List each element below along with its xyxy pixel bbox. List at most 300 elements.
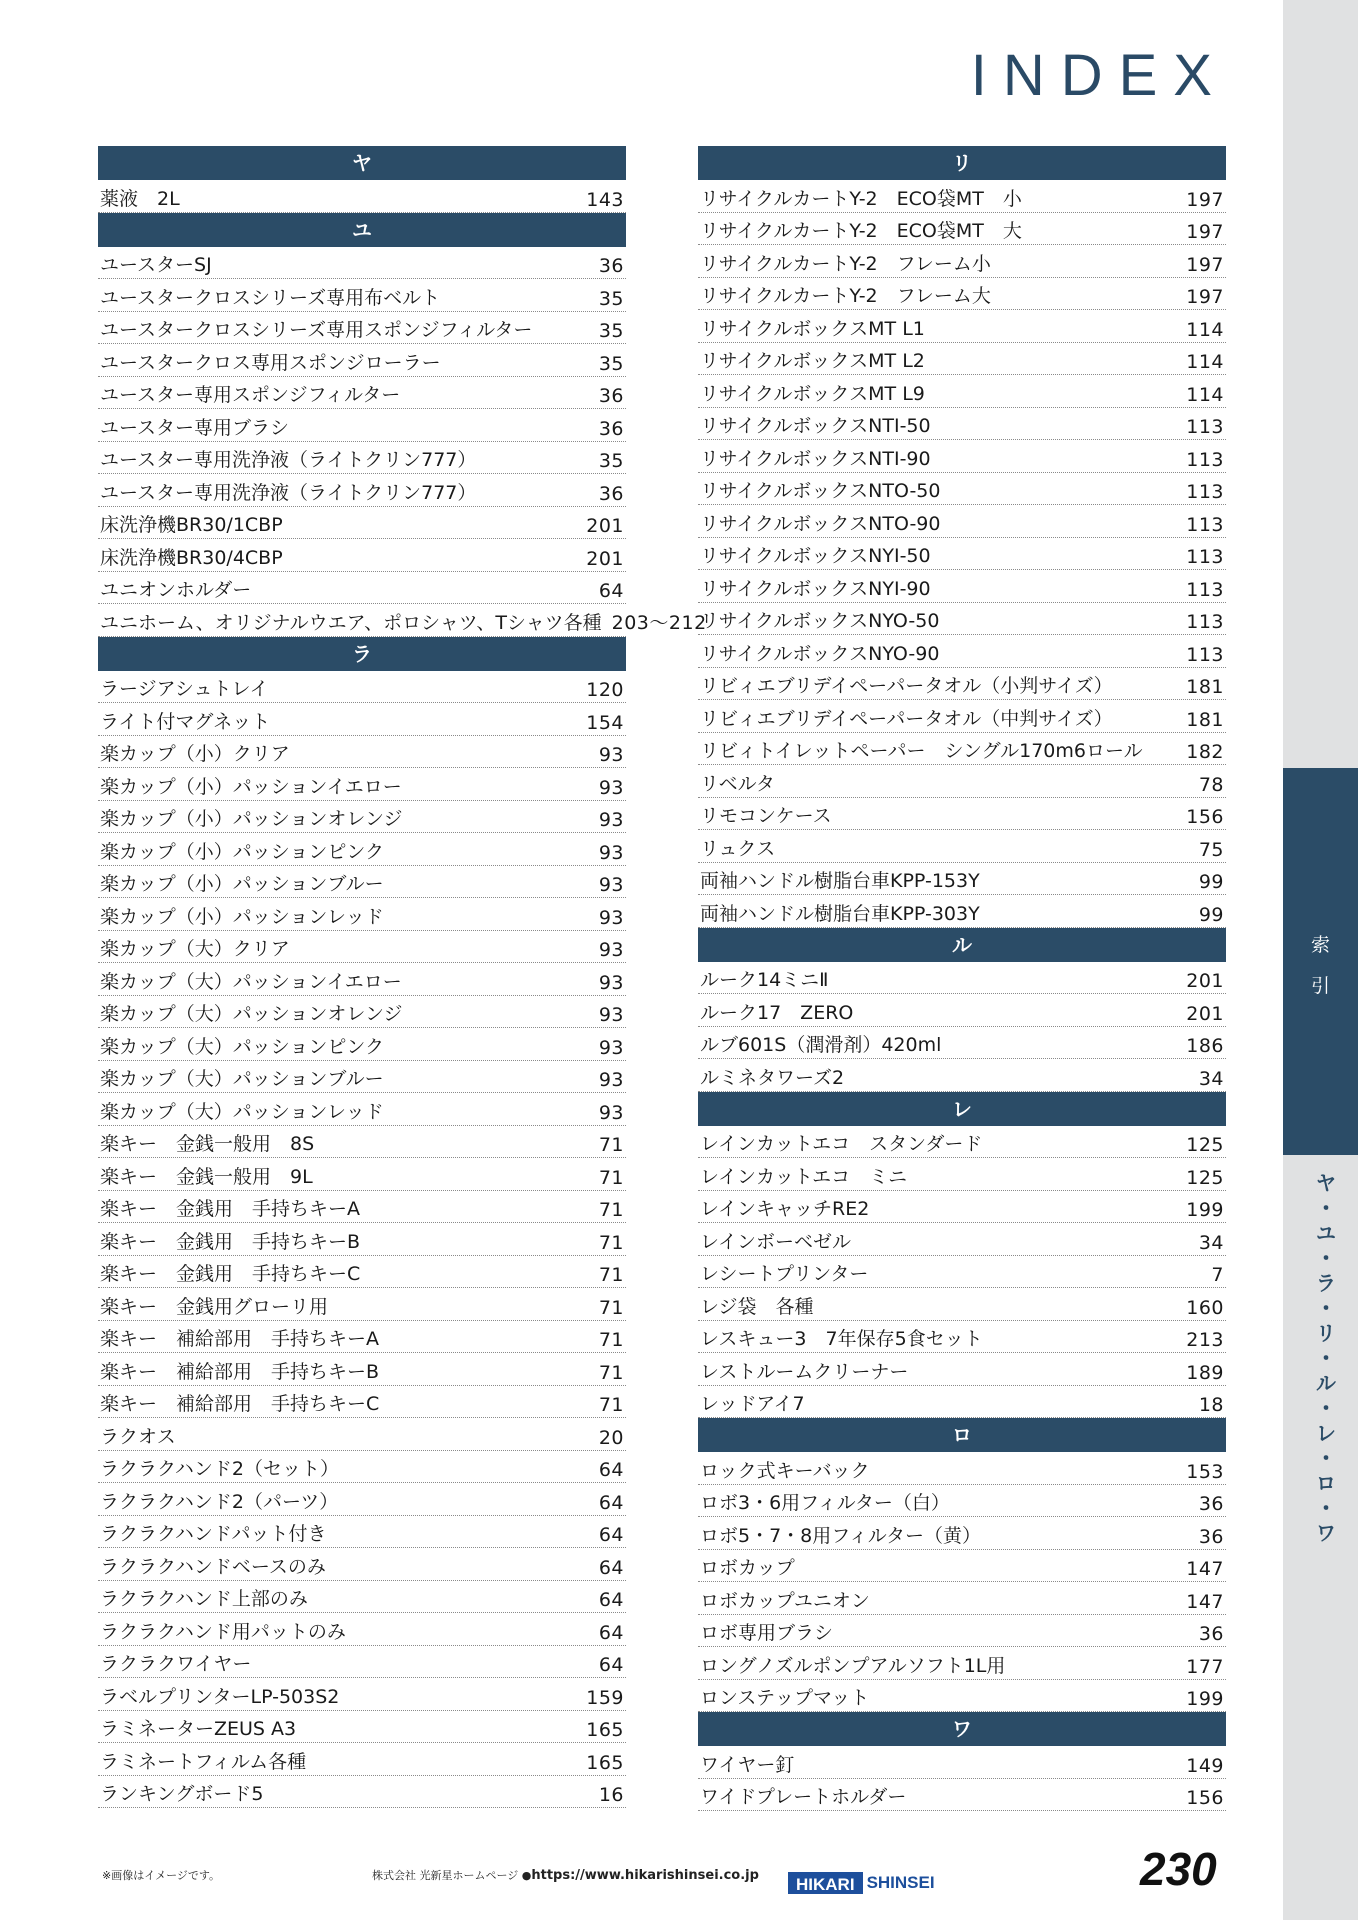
entry-name: 楽カップ（小）パッションレッド — [100, 905, 384, 928]
index-entry[interactable] — [98, 1451, 626, 1484]
index-entry[interactable] — [98, 833, 626, 866]
entry-page: 213 — [1186, 1329, 1224, 1351]
entry-page: 71 — [598, 1394, 624, 1416]
entry-page: 36 — [598, 385, 624, 407]
section-header: ユ — [98, 213, 626, 247]
entry-name: 楽カップ（大）パッションピンク — [100, 1035, 385, 1058]
entry-page: 153 — [1186, 1460, 1224, 1483]
image-disclaimer: ※画像はイメージです。 — [102, 1869, 221, 1882]
entry-page: 36 — [1198, 1493, 1224, 1515]
index-entry[interactable] — [98, 507, 626, 540]
entry-name: レジ袋 各種 — [700, 1295, 814, 1318]
index-entry[interactable] — [98, 866, 626, 899]
index-entry[interactable] — [98, 1516, 626, 1549]
entry-page: 78 — [1198, 773, 1224, 796]
entry-name: 楽キー 金銭用グローリ用 — [100, 1295, 329, 1318]
entry-page: 93 — [598, 841, 624, 864]
entry-page: 35 — [598, 287, 624, 310]
index-entry[interactable] — [98, 604, 707, 637]
index-entry[interactable] — [698, 245, 1226, 278]
entry-name: ワイドプレートホルダー — [700, 1786, 907, 1808]
entry-name: ロングノズルポンプアルソフト1L用 — [700, 1654, 1006, 1677]
entry-name: 楽キー 補給部用 手持ちキーA — [100, 1328, 379, 1350]
entry-name: ラミネーターZEUS A3 — [100, 1718, 297, 1740]
entry-page: 181 — [1186, 708, 1224, 731]
entry-page: 36 — [1198, 1623, 1224, 1645]
index-entry[interactable] — [698, 700, 1226, 733]
entry-page: 7 — [1211, 1264, 1224, 1286]
index-entry[interactable] — [698, 1647, 1226, 1680]
index-entry[interactable] — [698, 473, 1226, 506]
entry-name: リサイクルボックスNTI-50 — [700, 415, 931, 437]
entry-name: ユニホーム、オリジナルウエア、ポロシャツ、Tシャツ各種 — [100, 611, 602, 634]
company-prefix: 株式会社 光新星ホームページ ● — [372, 1869, 532, 1882]
entry-name: ワイヤー釘 — [700, 1753, 795, 1776]
entry-name: 薬液 2L — [100, 187, 180, 210]
index-entry[interactable] — [98, 1548, 626, 1581]
kana-range-label: ヤ・ユ・ラ・リ・ル・レ・ロ・ワ — [1313, 1172, 1337, 1547]
entry-name: ユースタークロスシリーズ専用スポンジフィルター — [100, 319, 533, 341]
website-link[interactable]: https://www.hikarishinsei.co.jp — [531, 1868, 759, 1883]
entry-page: 36 — [598, 255, 624, 277]
entry-name: 楽カップ（大）クリア — [100, 938, 290, 960]
index-entry[interactable] — [698, 1680, 1226, 1713]
index-entry[interactable] — [98, 1191, 626, 1224]
index-entry[interactable] — [698, 310, 1226, 343]
index-entry[interactable] — [698, 635, 1226, 668]
entry-name: 楽カップ（小）パッションオレンジ — [100, 808, 403, 830]
entry-page: 113 — [1186, 611, 1224, 633]
index-entry[interactable] — [698, 1746, 1226, 1779]
entry-page: 34 — [1198, 1067, 1224, 1090]
entry-page: 197 — [1186, 286, 1224, 308]
index-entry[interactable] — [698, 1126, 1226, 1159]
entry-page: 113 — [1186, 448, 1224, 471]
section-header: ラ — [98, 637, 626, 671]
index-entry[interactable] — [98, 1613, 626, 1646]
entry-page: 113 — [1186, 416, 1224, 438]
index-entry[interactable] — [698, 278, 1226, 311]
entry-name: 両袖ハンドル樹脂台車KPP-303Y — [700, 902, 980, 925]
index-entry[interactable] — [698, 343, 1226, 376]
entry-page: 93 — [598, 906, 624, 929]
entry-page: 93 — [598, 1004, 624, 1026]
entry-name: ラクラクハンド上部のみ — [100, 1588, 308, 1610]
entry-name: 楽キー 補給部用 手持ちキーC — [100, 1393, 380, 1415]
entry-name: リサイクルカートY-2 フレーム大 — [700, 285, 991, 307]
entry-name: リサイクルカートY-2 ECO袋MT 大 — [700, 220, 1022, 242]
entry-page: 99 — [1198, 871, 1224, 893]
entry-name: ラクラクハンド2（セット） — [100, 1458, 339, 1480]
index-entry[interactable] — [98, 1776, 626, 1809]
index-entry[interactable] — [98, 1061, 626, 1094]
entry-name: ラクラクハンド用パットのみ — [100, 1620, 346, 1643]
entry-page: 201 — [1186, 1002, 1224, 1025]
index-entry[interactable] — [98, 931, 626, 964]
index-entry[interactable] — [98, 1126, 626, 1159]
entry-page: 93 — [598, 776, 624, 799]
entry-name: レインキャッチRE2 — [700, 1198, 870, 1220]
entry-name: レインカットエコ ミニ — [700, 1165, 908, 1188]
entry-page: 143 — [586, 188, 624, 211]
entry-name: リサイクルカートY-2 ECO袋MT 小 — [700, 187, 1022, 210]
entry-name: リサイクルボックスNYI-50 — [700, 545, 931, 567]
entry-name: リサイクルボックスNYO-90 — [700, 642, 940, 665]
index-entry[interactable] — [98, 474, 626, 507]
entry-page: 160 — [1186, 1296, 1224, 1319]
company-logo — [788, 1872, 939, 1894]
entry-name: リサイクルボックスNTI-90 — [700, 447, 931, 470]
index-entry[interactable] — [98, 671, 626, 704]
entry-name: 楽カップ（小）パッションピンク — [100, 840, 385, 863]
index-entry[interactable] — [98, 377, 626, 410]
entry-page: 186 — [1186, 1035, 1224, 1057]
entry-page: 93 — [598, 744, 624, 766]
section-header: ロ — [698, 1418, 1226, 1452]
entry-name: ラミネートフィルム各種 — [100, 1750, 307, 1773]
entry-name: ラクラクハンドパット付き — [100, 1523, 327, 1545]
logo-part-1: HIKARI — [788, 1872, 863, 1894]
entry-page: 120 — [586, 679, 624, 701]
index-entry[interactable] — [698, 895, 1226, 928]
entry-page: 147 — [1186, 1590, 1224, 1613]
index-entry[interactable] — [698, 1517, 1226, 1550]
index-entry[interactable] — [698, 668, 1226, 701]
entry-page: 35 — [598, 450, 624, 472]
entry-name: 楽カップ（大）パッションオレンジ — [100, 1003, 403, 1025]
entry-page: 114 — [1186, 383, 1224, 406]
entry-name: 楽カップ（大）パッションブルー — [100, 1068, 384, 1090]
index-entry[interactable] — [98, 1418, 626, 1451]
entry-page: 64 — [598, 1589, 624, 1611]
entry-page: 114 — [1186, 318, 1224, 341]
entry-name: ロボカップユニオン — [700, 1589, 870, 1612]
entry-page: 199 — [1186, 1688, 1224, 1710]
index-entry[interactable] — [698, 994, 1226, 1027]
entry-page: 189 — [1186, 1361, 1224, 1384]
entry-name: 床洗浄機BR30/1CBP — [100, 514, 283, 536]
entry-name: リサイクルボックスNTO-90 — [700, 512, 941, 535]
entry-page: 93 — [598, 1101, 624, 1124]
index-entry[interactable] — [98, 1581, 626, 1614]
index-entry[interactable] — [98, 963, 626, 996]
entry-page: 64 — [598, 1556, 624, 1579]
entry-name: リビィエブリデイペーパータオル（小判サイズ） — [700, 675, 1113, 697]
entry-name: ユースター専用洗浄液（ライトクリン777） — [100, 481, 477, 504]
entry-page: 71 — [598, 1361, 624, 1384]
entry-page: 64 — [598, 1491, 624, 1514]
entry-name: レシートプリンター — [700, 1263, 869, 1285]
entry-page: 114 — [1186, 351, 1224, 373]
index-entry[interactable] — [698, 1321, 1226, 1354]
index-entry[interactable] — [698, 505, 1226, 538]
index-entry[interactable] — [698, 1158, 1226, 1191]
entry-name: ロボカップ — [700, 1557, 795, 1579]
entry-page: 36 — [1198, 1525, 1224, 1548]
entry-name: ラクラクワイヤー — [100, 1653, 252, 1675]
entry-name: リサイクルボックスNYI-90 — [700, 577, 931, 600]
entry-name: ユースター専用スポンジフィルター — [100, 384, 401, 406]
index-entry[interactable] — [698, 603, 1226, 636]
index-entry[interactable] — [698, 1191, 1226, 1224]
entry-page: 201 — [586, 547, 624, 570]
entry-page: 71 — [598, 1134, 624, 1156]
index-entry[interactable] — [98, 539, 626, 572]
entry-page: 18 — [1198, 1394, 1224, 1416]
entry-page: 35 — [598, 352, 624, 375]
entry-name: ユースター専用ブラシ — [100, 416, 290, 439]
index-entry[interactable] — [98, 1256, 626, 1289]
index-tab-char-1: 索 — [1310, 934, 1330, 956]
entry-page: 64 — [598, 1459, 624, 1481]
index-entry[interactable] — [98, 1386, 626, 1419]
index-entry[interactable] — [698, 863, 1226, 896]
entry-page: 201 — [1186, 970, 1224, 992]
index-entry[interactable] — [698, 538, 1226, 571]
company-website — [372, 1867, 759, 1883]
entry-page: 113 — [1186, 481, 1224, 503]
entry-page: 147 — [1186, 1558, 1224, 1580]
entry-name: ルーク17 ZERO — [700, 1001, 854, 1024]
entry-name: 楽カップ（大）パッションイエロー — [100, 970, 402, 993]
entry-page: 113 — [1186, 578, 1224, 601]
entry-page: 125 — [1186, 1166, 1224, 1189]
entry-name: 楽キー 金銭一般用 8S — [100, 1133, 315, 1155]
entry-name: レッドアイ7 — [700, 1393, 805, 1415]
index-entry[interactable] — [98, 1743, 626, 1776]
entry-name: リベルタ — [700, 772, 775, 795]
entry-page: 93 — [598, 809, 624, 831]
entry-name: 楽キー 金銭用 手持ちキーB — [100, 1230, 361, 1253]
entry-page: 203～212 — [611, 611, 707, 634]
entry-name: ユースタークロスシリーズ専用布ベルト — [100, 286, 441, 309]
entry-page: 20 — [598, 1426, 624, 1449]
logo-part-2: SHINSEI — [866, 1873, 935, 1892]
entry-page: 156 — [1186, 806, 1224, 828]
index-entry[interactable] — [98, 180, 626, 213]
index-entry[interactable] — [98, 1483, 626, 1516]
entry-page: 35 — [598, 320, 624, 342]
index-entry[interactable] — [698, 1288, 1226, 1321]
entry-page: 159 — [586, 1686, 624, 1709]
entry-page: 154 — [586, 711, 624, 734]
entry-page: 125 — [1186, 1134, 1224, 1156]
entry-name: 楽カップ（大）パッションレッド — [100, 1100, 384, 1123]
entry-name: ロック式キーバック — [700, 1459, 870, 1482]
entry-name: リビィトイレットペーパー シングル170m6ロール — [700, 740, 1143, 762]
entry-name: ユースター専用洗浄液（ライトクリン777） — [100, 449, 477, 471]
entry-page: 34 — [1198, 1231, 1224, 1254]
entry-page: 113 — [1186, 643, 1224, 666]
entry-page: 71 — [598, 1199, 624, 1221]
page-title: INDEX — [970, 43, 1228, 108]
entry-name: レストルームクリーナー — [700, 1360, 909, 1383]
index-entry[interactable] — [98, 736, 626, 769]
right-index-column — [698, 146, 1226, 1811]
index-entry[interactable] — [698, 765, 1226, 798]
index-entry[interactable] — [698, 1386, 1226, 1419]
index-entry[interactable] — [98, 1223, 626, 1256]
entry-page: 93 — [598, 1036, 624, 1059]
index-entry[interactable] — [698, 733, 1226, 766]
entry-name: ラクラクハンドベースのみ — [100, 1555, 326, 1578]
entry-page: 201 — [586, 515, 624, 537]
index-entry[interactable] — [98, 247, 626, 280]
index-entry[interactable] — [698, 1485, 1226, 1518]
index-entry[interactable] — [98, 344, 626, 377]
entry-name: リサイクルカートY-2 フレーム小 — [700, 252, 991, 275]
index-entry[interactable] — [698, 1615, 1226, 1648]
index-entry[interactable] — [98, 279, 626, 312]
index-entry[interactable] — [698, 1027, 1226, 1060]
entry-name: ランキングボード5 — [100, 1783, 264, 1805]
entry-name: ルミネタワーズ2 — [700, 1066, 845, 1089]
index-entry[interactable] — [98, 409, 626, 442]
entry-page: 93 — [598, 874, 624, 896]
index-entry[interactable] — [698, 830, 1226, 863]
entry-page: 16 — [598, 1784, 624, 1806]
index-entry[interactable] — [98, 1093, 626, 1126]
entry-name: ユースターSJ — [100, 254, 212, 276]
index-entry[interactable] — [98, 1288, 626, 1321]
index-entry[interactable] — [698, 375, 1226, 408]
entry-name: リサイクルボックスMT L2 — [700, 350, 925, 372]
entry-name: レスキュー3 7年保存5食セット — [700, 1328, 983, 1350]
entry-page: 71 — [598, 1264, 624, 1286]
index-entry[interactable] — [98, 312, 626, 345]
entry-name: リモコンケース — [700, 805, 832, 827]
entry-page: 182 — [1186, 741, 1224, 763]
entry-name: ラクオス — [100, 1425, 176, 1448]
entry-name: 両袖ハンドル樹脂台車KPP-153Y — [700, 870, 980, 892]
index-entry[interactable] — [698, 1779, 1226, 1812]
entry-name: 楽キー 補給部用 手持ちキーB — [100, 1360, 380, 1383]
left-index-column — [98, 146, 707, 1808]
entry-page: 64 — [598, 1621, 624, 1644]
entry-page: 64 — [598, 1654, 624, 1676]
index-entry[interactable] — [698, 1059, 1226, 1092]
entry-page: 165 — [586, 1751, 624, 1774]
entry-name: ラベルプリンターLP-503S2 — [100, 1685, 340, 1708]
index-entry[interactable] — [98, 996, 626, 1029]
index-entry[interactable] — [98, 1711, 626, 1744]
index-entry[interactable] — [98, 442, 626, 475]
entry-name: ラクラクハンド2（パーツ） — [100, 1490, 339, 1513]
index-entry[interactable] — [698, 798, 1226, 831]
entry-name: ライト付マグネット — [100, 710, 271, 733]
index-entry[interactable] — [698, 1550, 1226, 1583]
section-header: ワ — [698, 1712, 1226, 1746]
section-header: リ — [698, 146, 1226, 180]
index-entry[interactable] — [98, 801, 626, 834]
index-entry[interactable] — [698, 570, 1226, 603]
section-header: レ — [698, 1092, 1226, 1126]
index-entry[interactable] — [98, 1158, 626, 1191]
entry-page: 93 — [598, 1069, 624, 1091]
index-entry[interactable] — [698, 962, 1226, 995]
entry-page: 177 — [1186, 1655, 1224, 1678]
entry-page: 113 — [1186, 513, 1224, 536]
entry-page: 36 — [598, 417, 624, 440]
index-tab[interactable] — [1283, 768, 1358, 1155]
index-entry[interactable] — [98, 1028, 626, 1061]
entry-name: ルブ601S（潤滑剤）420ml — [700, 1034, 942, 1056]
entry-page: 71 — [598, 1296, 624, 1319]
entry-name: リサイクルボックスMT L1 — [700, 317, 925, 340]
index-tab-char-2: 引 — [1310, 975, 1330, 997]
index-entry[interactable] — [698, 213, 1226, 246]
entry-page: 113 — [1186, 546, 1224, 568]
index-entry[interactable] — [698, 1582, 1226, 1615]
index-entry[interactable] — [698, 180, 1226, 213]
entry-name: ロボ5・7・8用フィルター（黄） — [700, 1524, 981, 1547]
entry-name: ユニオンホルダー — [100, 579, 252, 601]
index-entry[interactable] — [98, 1678, 626, 1711]
entry-page: 71 — [598, 1329, 624, 1351]
entry-page: 93 — [598, 939, 624, 961]
entry-page: 199 — [1186, 1199, 1224, 1221]
section-header: ヤ — [98, 146, 626, 180]
entry-name: 床洗浄機BR30/4CBP — [100, 546, 283, 569]
index-entry[interactable] — [698, 440, 1226, 473]
entry-name: ルーク14ミニⅡ — [700, 969, 829, 991]
entry-page: 93 — [598, 971, 624, 994]
section-header: ル — [698, 928, 1226, 962]
entry-name: リュクス — [700, 837, 776, 860]
entry-page: 36 — [598, 482, 624, 505]
entry-name: ロンステップマット — [700, 1687, 870, 1709]
entry-name: リサイクルボックスMT L9 — [700, 382, 925, 405]
entry-name: レインボーベゼル — [700, 1230, 852, 1253]
entry-name: 楽キー 金銭用 手持ちキーC — [100, 1263, 361, 1285]
index-entry[interactable] — [98, 898, 626, 931]
index-entry[interactable] — [98, 572, 626, 605]
entry-name: ユースタークロス専用スポンジローラー — [100, 351, 441, 374]
index-entry[interactable] — [98, 1353, 626, 1386]
entry-name: ラージアシュトレイ — [100, 678, 269, 700]
entry-page: 64 — [598, 580, 624, 602]
entry-name: 楽キー 金銭用 手持ちキーA — [100, 1198, 360, 1220]
entry-page: 64 — [598, 1524, 624, 1546]
entry-name: 楽キー 金銭一般用 9L — [100, 1165, 313, 1188]
index-entry[interactable] — [698, 1452, 1226, 1485]
entry-page: 197 — [1186, 221, 1224, 243]
entry-page: 165 — [586, 1719, 624, 1741]
index-entry[interactable] — [698, 1256, 1226, 1289]
index-entry[interactable] — [698, 1223, 1226, 1256]
entry-name: 楽カップ（小）パッションイエロー — [100, 775, 402, 798]
index-entry[interactable] — [698, 408, 1226, 441]
index-entry[interactable] — [98, 768, 626, 801]
entry-name: リビィエブリデイペーパータオル（中判サイズ） — [700, 707, 1113, 730]
index-entry[interactable] — [98, 703, 626, 736]
entry-page: 99 — [1198, 903, 1224, 926]
entry-page: 197 — [1186, 188, 1224, 211]
entry-page: 197 — [1186, 253, 1224, 276]
entry-name: 楽カップ（小）クリア — [100, 743, 290, 765]
index-entry[interactable] — [698, 1353, 1226, 1386]
entry-page: 149 — [1186, 1754, 1224, 1777]
entry-name: リサイクルボックスNYO-50 — [700, 610, 940, 632]
entry-page: 75 — [1198, 838, 1224, 861]
index-entry[interactable] — [98, 1646, 626, 1679]
entry-name: ロボ専用ブラシ — [700, 1622, 834, 1644]
entry-name: リサイクルボックスNTO-50 — [700, 480, 941, 502]
index-entry[interactable] — [98, 1321, 626, 1354]
entry-page: 71 — [598, 1166, 624, 1189]
entry-name: レインカットエコ スタンダード — [700, 1133, 983, 1155]
entry-name: ロボ3・6用フィルター（白） — [700, 1492, 950, 1514]
